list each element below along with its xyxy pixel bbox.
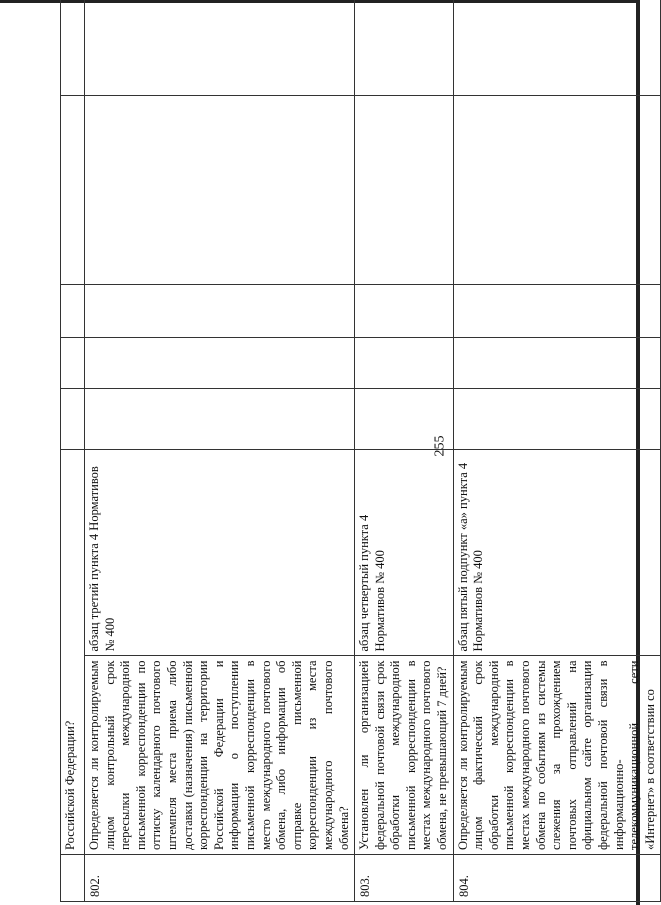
cell-empty (453, 0, 661, 96)
cell-empty (61, 96, 85, 285)
cell-empty (355, 389, 454, 450)
cell-empty (85, 389, 355, 450)
page-number: 255 (432, 435, 448, 457)
checklist-table-frame (60, 30, 657, 902)
cell-empty (453, 96, 661, 285)
cell-empty (355, 338, 454, 389)
cell-empty (61, 389, 85, 450)
rotated-content (60, 30, 657, 902)
cell-empty (85, 338, 355, 389)
cell-empty (61, 0, 85, 96)
cell-basis-empty (61, 450, 85, 657)
row-question: Установлен ли организацией федеральной почтовой связи срок обработки международной письменной корреспонденции в местах международного почтового обмена, не превышающий 7 дней? (355, 656, 454, 855)
row-question: Определяется ли контролируемым лицом контрольный срок пересылки международной письменной корреспонденции по оттиску календарного почтового штемпеля места приема либо доставки (назначения) письменной корреспонденции на территории Российской Федерации и информации о поступлении письменной корреспонденции в место международного почтового обмена, либо информации об отправке письменной корреспонденции из места международного почтового обмена? (85, 656, 355, 855)
cell-empty (355, 96, 454, 285)
row-number: 803. (355, 855, 454, 902)
table-row-continuation (61, 0, 85, 902)
cell-empty (453, 338, 661, 389)
row-basis: абзац четвертый пункта 4 Нормативов № 400 (355, 450, 454, 657)
cell-empty (85, 285, 355, 338)
cell-empty (61, 285, 85, 338)
cell-empty (355, 0, 454, 96)
cell-empty (85, 0, 355, 96)
row-question: Определяется ли контролируемым лицом фактический срок обработки международной письменной корреспонденции в местах международного почтового обмена по событиям из системы слежения за прохождением почтовых отправлений на официальном сайте организации федеральной почтовой связи в информационно-телекоммуникационной сети «Интернет» в соответствии со (453, 656, 661, 855)
cell-continuation-text: Российской Федерации? (61, 656, 85, 855)
cell-empty (453, 389, 661, 450)
row-basis: абзац третий пункта 4 Нормативов № 400 (85, 450, 355, 657)
table-row (355, 0, 454, 902)
cell-num-empty (61, 855, 85, 902)
table-row (453, 0, 661, 902)
row-number: 804. (453, 855, 661, 902)
cell-empty (85, 96, 355, 285)
table-row (85, 0, 355, 902)
row-number: 802. (85, 855, 355, 902)
checklist-table (60, 0, 661, 902)
cell-empty (355, 285, 454, 338)
cell-empty (453, 285, 661, 338)
cell-empty (61, 338, 85, 389)
row-basis: абзац пятый подпункт «а» пункта 4 Нормативов № 400 (453, 450, 661, 657)
